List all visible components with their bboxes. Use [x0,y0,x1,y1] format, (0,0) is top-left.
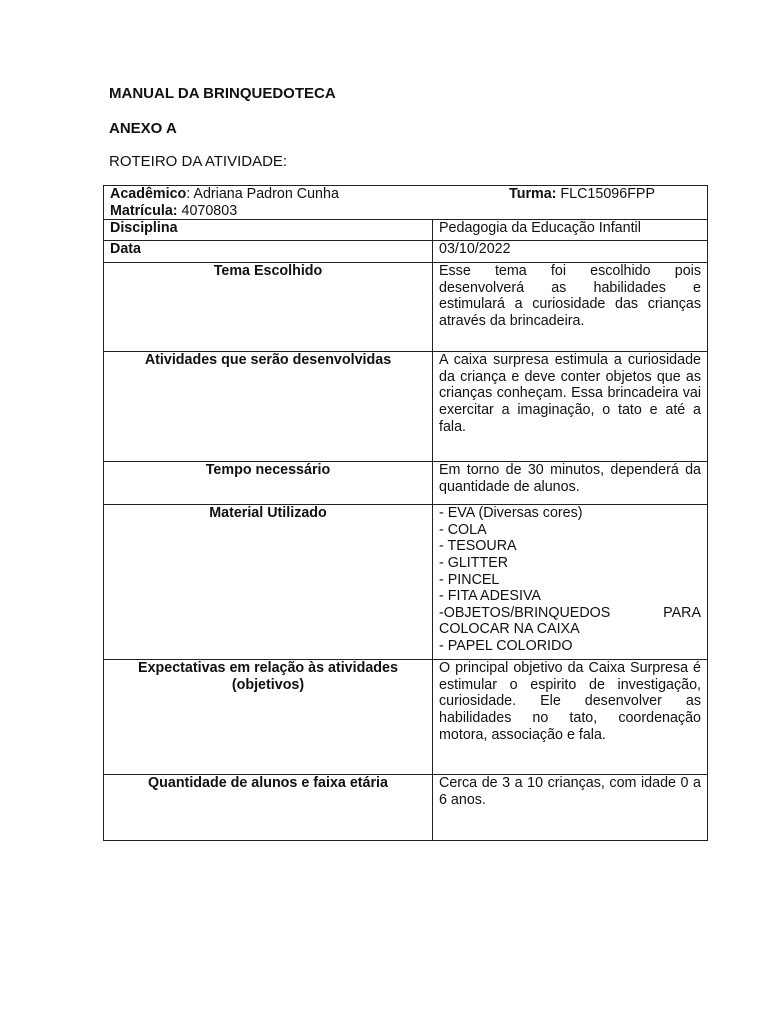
table-row-material [104,505,708,660]
material-item: - FITA ADESIVA [439,588,541,605]
material-item: - GLITTER [439,554,509,571]
tema-value: Esse tema foi escolhido pois desenvolverá as habilidades e estimulará a curiosidade das crianças através da brincadeira. [433,263,708,352]
header-cell [104,186,708,220]
quantidade-value: Cerca de 3 a 10 crianças, com idade 0 a 6 anos. [433,775,708,841]
activity-table [103,185,708,841]
tempo-value: Em torno de 30 minutos, dependerá da quantidade de alunos. [433,462,708,505]
turma-label: Turma: [509,186,557,202]
table-row-tempo [104,462,708,505]
data-value: 03/10/2022 [433,241,708,263]
expectativas-value: O principal objetivo da Caixa Surpresa é estimular o espirito de investigação, curiosidade. Ele desenvolver as habilidades no tato, coordenação motora, associação e fala. [433,660,708,775]
quantidade-label: Quantidade de alunos e faixa etária [104,775,433,841]
section-heading: ROTEIRO DA ATIVIDADE: [109,153,288,170]
material-item: - TESOURA [439,538,517,555]
turma-field [509,186,655,203]
expectativas-label [104,660,433,775]
material-item: -OBJETOS/BRINQUEDOS PARA [439,604,701,621]
turma-value: FLC15096FPP [556,186,655,202]
table-row-expectativas [104,660,708,775]
header-line-2 [110,203,701,220]
academico-label: Acadêmico [110,186,187,202]
table-row-quantidade [104,775,708,841]
tema-label: Tema Escolhido [104,263,433,352]
disciplina-label: Disciplina [104,220,433,241]
material-item: - PAPEL COLORIDO [439,637,573,654]
atividades-label: Atividades que serão desenvolvidas [104,352,433,462]
expectativas-label-line2: (objetivos) [231,676,305,693]
data-label: Data [104,241,433,263]
expectativas-label-line1: Expectativas em relação às atividades [138,660,398,677]
header-line-1 [110,186,701,203]
material-item: - EVA (Diversas cores) [439,505,583,522]
matricula-value: 4070803 [177,202,238,219]
table-row-data [104,241,708,263]
table-row-tema [104,263,708,352]
disciplina-value: Pedagogia da Educação Infantil [433,220,708,241]
material-item: - COLA [439,521,487,538]
document-title: MANUAL DA BRINQUEDOTECA [109,85,336,102]
academico-field [110,186,339,203]
academico-value: : Adriana Padron Cunha [186,186,339,202]
atividades-value: A caixa surpresa estimula a curiosidade da criança e deve conter objetos que as crianças conheçam. Essa brincadeira vai exercitar a imaginação, o tato e até a fala. [433,352,708,462]
material-label: Material Utilizado [104,505,433,660]
table-row-disciplina [104,220,708,241]
annex-heading: ANEXO A [109,120,177,137]
material-item: - PINCEL [439,571,500,588]
table-row-atividades [104,352,708,462]
matricula-label: Matrícula: [110,202,178,219]
tempo-label: Tempo necessário [104,462,433,505]
material-list [433,505,708,660]
table-row-header [104,186,708,220]
material-item: COLOCAR NA CAIXA [439,621,580,638]
